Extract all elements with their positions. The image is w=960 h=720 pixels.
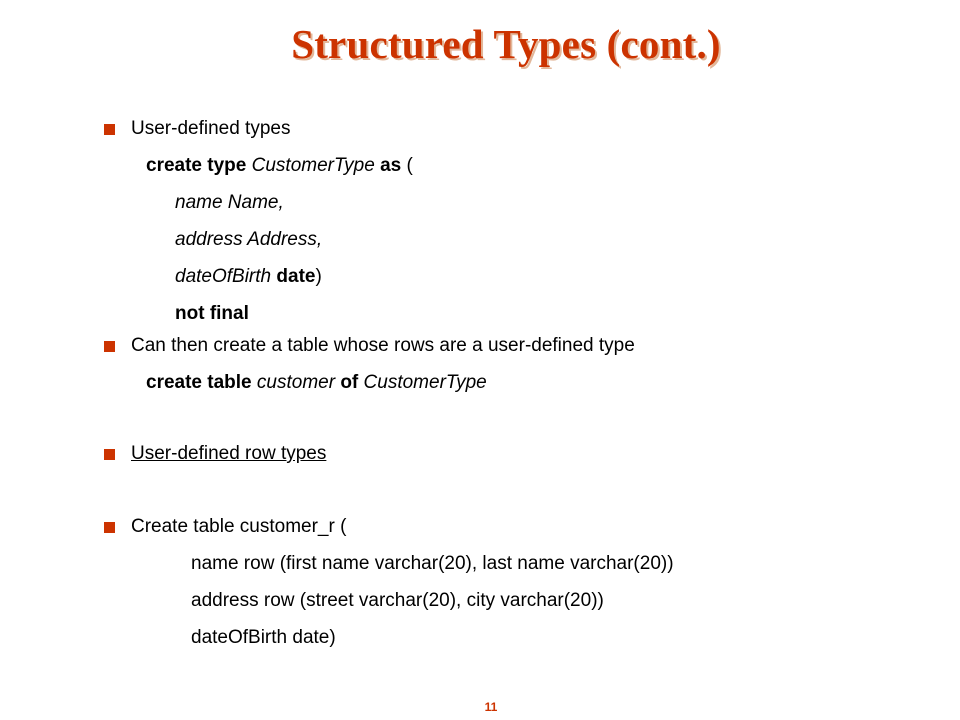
bullet-create-table-customer-r: Create table customer_r ( — [131, 516, 347, 537]
bullet-marker — [104, 522, 115, 533]
bullet-marker — [104, 449, 115, 460]
code-attr-name: name Name, — [175, 192, 284, 213]
code-row-address: address row (street varchar(20), city varchar(20)) — [191, 590, 604, 611]
page-number: 11 — [484, 700, 498, 714]
bullet-marker — [104, 124, 115, 135]
code-not-final: not final — [175, 303, 249, 324]
code-row-dateofbirth: dateOfBirth date) — [191, 627, 336, 648]
slide-title: Structured Types (cont.) — [291, 21, 721, 67]
code-row-name: name row (first name varchar(20), last name varchar(20)) — [191, 553, 674, 574]
bullet-user-defined-types: User-defined types — [131, 118, 291, 139]
bullet-create-table-rows: Can then create a table whose rows are a user-defined type — [131, 335, 635, 356]
code-attr-address: address Address, — [175, 229, 323, 250]
keyword-create-table: create table — [146, 372, 252, 393]
bullet-user-defined-row-types: User-defined row types — [131, 443, 327, 464]
code-attr-dateofbirth — [175, 266, 322, 288]
attr-dateofbirth-name: dateOfBirth — [175, 266, 272, 287]
close-paren: ) — [315, 266, 322, 287]
code-create-table-line — [146, 372, 487, 394]
type-name: CustomerType — [251, 155, 375, 176]
attr-dateofbirth-type: date — [276, 266, 316, 287]
table-name: customer — [256, 372, 336, 393]
table-type-name: CustomerType — [363, 372, 487, 393]
code-create-type-line — [146, 155, 413, 177]
bullet-marker — [104, 341, 115, 352]
open-paren: ( — [406, 155, 413, 176]
keyword-of: of — [340, 372, 359, 393]
keyword-as: as — [380, 155, 402, 176]
keyword-create-type: create type — [146, 155, 247, 176]
